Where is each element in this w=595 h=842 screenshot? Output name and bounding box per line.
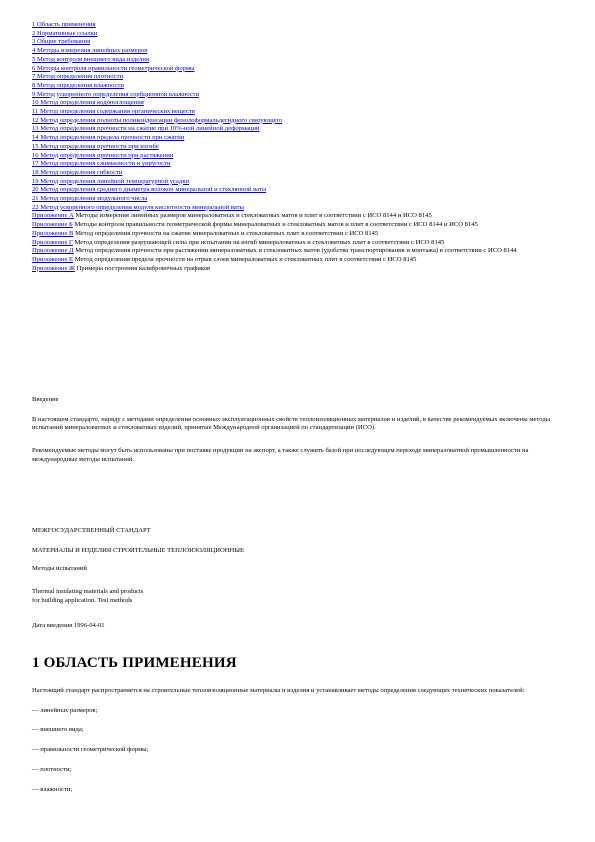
appendix-title: Метод определения прочности при растяжении минераловатных и стекловатных матов (удобства транспортирования и монтажа) в соответствии с ИСО 8144: [73, 247, 517, 255]
toc-item: [32, 195, 572, 204]
appendix-title: Метод определения прочности на сжатие минераловатных и стекловатных плит в соответствии с ИСО 8145: [73, 229, 379, 237]
appendix-item: [32, 239, 572, 248]
introduction: [32, 396, 572, 465]
appendix-title: Примеры построения калибровочных графиков: [74, 264, 211, 272]
intro-heading: Введение: [32, 396, 59, 403]
toc-link[interactable]: 4 Методы измерения линейных размеров: [32, 47, 148, 55]
section-1-heading: 1 ОБЛАСТЬ ПРИМЕНЕНИЯ: [32, 655, 237, 671]
appendix-item: [32, 256, 572, 265]
appendix-title: Методы контроля правильности геометрической формы минераловатных и стекловатных матов и плит в соответствии с ИСО 8144 и ИСО 8145: [72, 221, 478, 229]
table-of-contents: [32, 21, 572, 273]
appendix-item: [32, 230, 572, 239]
standard-title: МАТЕРИАЛЫ И ИЗДЕЛИЯ СТРОИТЕЛЬНЫЕ ТЕПЛОИЗОЛЯЦИОННЫЕ: [32, 546, 245, 554]
toc-item: [32, 160, 572, 169]
toc-item: [32, 47, 572, 56]
toc-item: [32, 152, 572, 161]
toc-link[interactable]: 7 Метод определения плотности: [32, 73, 123, 81]
toc-item: [32, 125, 572, 134]
toc-item: [32, 73, 572, 82]
toc-link[interactable]: 8 Метод определения влажности: [32, 81, 124, 89]
toc-link[interactable]: 19 Метод определения линейной температурной усадки: [32, 177, 190, 185]
toc-link[interactable]: 6 Методы контроля правильности геометрической формы: [32, 64, 195, 72]
appendix-item: [32, 221, 572, 230]
standard-kind: МЕЖГОСУДАРСТВЕННЫЙ СТАНДАРТ: [32, 527, 151, 534]
appendix-link[interactable]: Приложение Б: [32, 221, 73, 229]
toc-item: [32, 143, 572, 152]
appendix-item: [32, 212, 572, 221]
appendix-item: [32, 247, 572, 256]
toc-link[interactable]: 14 Метод определения предела прочности при сжатии: [32, 134, 185, 142]
toc-item: [32, 108, 572, 117]
toc-link[interactable]: 17 Метод определения сжимаемости и упругости: [32, 160, 171, 168]
toc-link[interactable]: 10 Метод определения водопоглощения: [32, 99, 144, 107]
toc-item: [32, 134, 572, 143]
toc-item: [32, 169, 572, 178]
appendix-link[interactable]: Приложение В: [32, 229, 74, 237]
scope-list-item: — линейных размеров;: [32, 706, 98, 714]
toc-item: [32, 117, 572, 126]
toc-item: [32, 38, 572, 47]
section-1-body: [32, 687, 572, 794]
toc-link[interactable]: 12 Метод определения полноты поликонденсации фенолоформальдегидного связующего: [32, 116, 283, 124]
appendix-link[interactable]: Приложение Д: [32, 247, 74, 255]
toc-item: [32, 82, 572, 91]
appendix-item: [32, 265, 572, 274]
toc-item: [32, 186, 572, 195]
appendix-title: Методы измерения линейных размеров минераловатных и стекловатных матов и плит в соответствии с ИСО 8144 и ИСО 8145: [73, 212, 432, 220]
toc-link[interactable]: 22 Метод ускоренного определения модуля кислотности минеральной ваты: [32, 203, 244, 211]
appendix-link[interactable]: Приложение А: [32, 212, 74, 220]
toc-item: [32, 178, 572, 187]
toc-link[interactable]: 2 Нормативные ссылки: [32, 29, 98, 37]
toc-link[interactable]: 3 Общие требования: [32, 38, 91, 46]
appendix-link[interactable]: Приложение Ж: [32, 264, 75, 272]
toc-link[interactable]: 13 Метод определения прочности на сжатие при 10%-ной линейной деформации: [32, 125, 260, 133]
english-title-line-1: Thermal insulating materials and products: [32, 588, 144, 596]
toc-item: [32, 56, 572, 65]
scope-list-item: — правильности геометрической формы;: [32, 746, 149, 754]
toc-item: [32, 65, 572, 74]
scope-list-item: — плотности;: [32, 765, 72, 773]
toc-link[interactable]: 18 Метод определения гибкости: [32, 168, 123, 176]
scope-list-item: — влажности;: [32, 785, 73, 793]
toc-item: [32, 30, 572, 39]
toc-link[interactable]: 20 Метод определения среднего диаметра волокон минеральной и стеклянной ваты: [32, 186, 267, 194]
appendix-link[interactable]: Приложение Г: [32, 238, 73, 246]
intro-paragraph-1: В настоящем стандарте, наряду с методами определения основных эксплуатационных свойств теплоизоляционных материалов и изделий, в качестве рекомендуемых включены методы испытаний минераловатных и стекловатных изделий, принятые Международной организацией по стандартизации (ИСО).: [32, 415, 551, 432]
introduction-date: Дата введения 1996-04-01: [32, 621, 105, 629]
toc-link[interactable]: 16 Метод определения прочности при растяжении: [32, 151, 174, 159]
toc-link[interactable]: 11 Метод определения содержания органических веществ: [32, 108, 196, 116]
toc-item: [32, 204, 572, 213]
standard-header: [32, 527, 572, 630]
toc-item: [32, 21, 572, 30]
appendix-title: Метод определения предела прочности на отрыв слоев минераловатных и стекловатных плит в соответствии с ИСО 8145: [73, 255, 417, 263]
section-1-intro: Настоящий стандарт распространяется на строительные теплоизоляционные материалы и изделия и устанавливает методы определения следующих технических показателей:: [32, 687, 525, 694]
toc-link[interactable]: 21 Метод определения модульного числа: [32, 195, 148, 203]
toc-link[interactable]: 15 Метод определения прочности при изгибе: [32, 142, 159, 150]
standard-subtitle: Методы испытаний: [32, 565, 87, 573]
toc-link[interactable]: 9 Метод ускоренного определения сорбционной влажности: [32, 90, 200, 98]
intro-paragraph-2: Рекомендуемые методы могут быть использованы при поставке продукции на экспорт, а также служить базой при последующем переходе минераловатной промышленности на международные методы испытаний.: [32, 447, 529, 463]
toc-link[interactable]: 1 Область применения: [32, 21, 96, 28]
scope-list-item: — внешнего вида;: [32, 726, 84, 734]
appendix-title: Метод определения разрушающей силы при испытании на изгиб минераловатных и стекловатных плит в соответствии с ИСО 8145: [72, 238, 445, 246]
toc-link[interactable]: 5 Метод контроля внешнего вида изделия: [32, 55, 149, 63]
toc-item: [32, 99, 572, 108]
appendix-link[interactable]: Приложение Е: [32, 255, 74, 263]
english-title-line-2: for building application. Test methods: [32, 596, 133, 604]
toc-item: [32, 91, 572, 100]
